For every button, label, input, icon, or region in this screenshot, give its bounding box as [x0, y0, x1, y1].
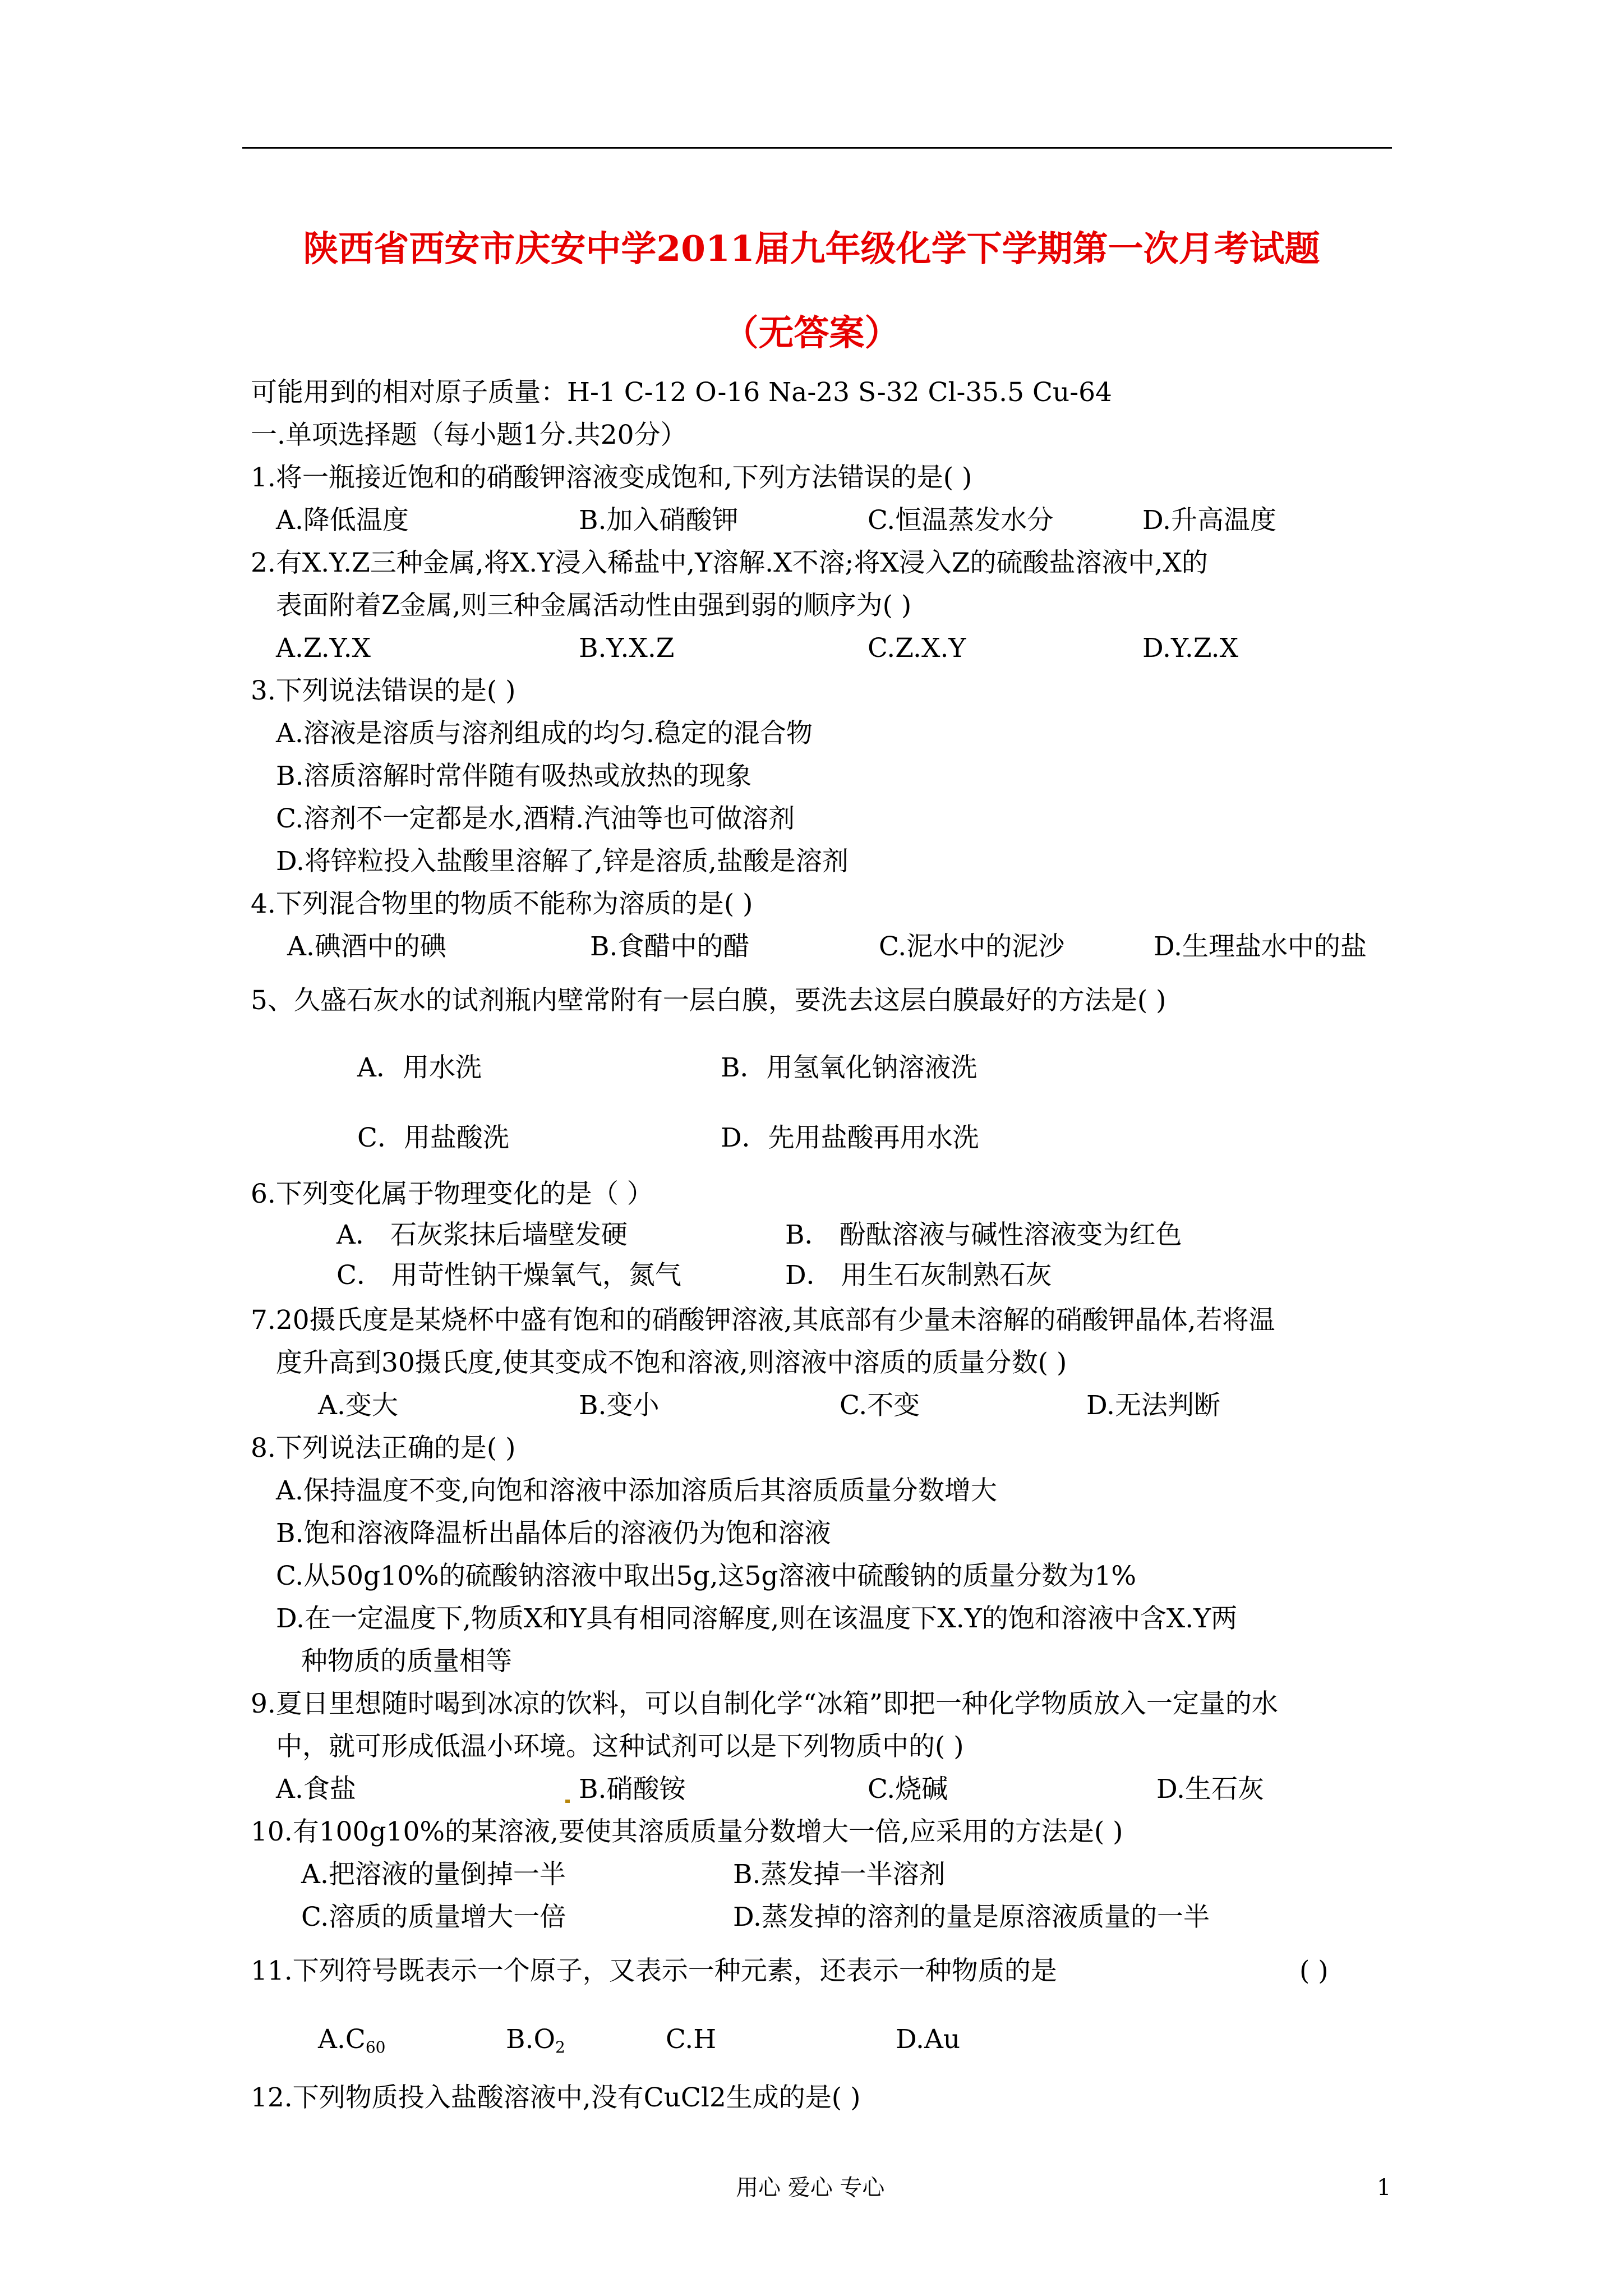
q11-option-a-main: A.C	[318, 2024, 366, 2055]
footer-motto: 用心 爱心 专心	[736, 2175, 885, 2201]
page-number: 1	[1377, 2175, 1391, 2201]
q7-option-c: C.不变	[840, 1390, 920, 1421]
q3-option-a: A.溶液是溶质与溶剂组成的均匀.稳定的混合物	[276, 718, 813, 749]
q2-option-b: B.Y.X.Z	[579, 633, 675, 664]
q11-option-c: C.H	[666, 2024, 717, 2055]
q5-option-a: A．用水洗	[357, 1052, 482, 1083]
header-rule	[242, 147, 1392, 149]
q10-option-b: B.蒸发掉一半溶剂	[733, 1859, 946, 1890]
question-7-stem-line1: 7.20摄氏度是某烧杯中盛有饱和的硝酸钾溶液,其底部有少量未溶解的硝酸钾晶体,若将温	[251, 1305, 1275, 1336]
q6-option-d: D． 用生石灰制熟石灰	[785, 1260, 1052, 1291]
page-title: 陕西省西安市庆安中学2011届九年级化学下学期第一次月考试题	[303, 228, 1320, 269]
q4-option-a: A.碘酒中的碘	[287, 931, 446, 962]
q7-option-d: D.无法判断	[1086, 1390, 1220, 1421]
q4-option-d: D.生理盐水中的盐	[1154, 931, 1367, 962]
q2-option-c: C.Z.X.Y	[868, 633, 966, 664]
question-11-stem: 11.下列符号既表示一个原子，又表示一种元素，还表示一种物质的是	[251, 1955, 1057, 1986]
q11-option-d: D.Au	[896, 2024, 961, 2055]
q7-option-a: A.变大	[318, 1390, 398, 1421]
page-subtitle: （无答案）	[723, 312, 900, 353]
q10-option-c: C.溶质的质量增大一倍	[301, 1902, 566, 1932]
q3-option-b: B.溶质溶解时常伴随有吸热或放热的现象	[276, 761, 752, 792]
q11-option-a	[318, 2024, 386, 2056]
q9-option-b: B.硝酸铵	[579, 1774, 686, 1805]
q3-option-d: D.将锌粒投入盐酸里溶解了,锌是溶质,盐酸是溶剂	[276, 846, 849, 877]
q1-option-b: B.加入硝酸钾	[579, 505, 739, 536]
q11-option-a-subscript: 60	[365, 2038, 386, 2056]
question-6-stem: 6.下列变化属于物理变化的是（ ）	[251, 1179, 653, 1209]
q5-option-c: C．用盐酸洗	[357, 1122, 509, 1153]
q1-option-d: D.升高温度	[1142, 505, 1276, 536]
q11-option-b	[506, 2024, 565, 2056]
q11-option-b-subscript: 2	[555, 2038, 565, 2056]
q8-option-d-line2: 种物质的质量相等	[301, 1646, 512, 1677]
q9-option-a: A.食盐	[276, 1774, 356, 1805]
section-heading: 一.单项选择题（每小题1分.共20分）	[251, 420, 687, 450]
q5-option-b: B．用氢氧化钠溶液洗	[721, 1052, 978, 1083]
q9-option-c: C.烧碱	[868, 1774, 948, 1805]
question-9-stem-line2: 中，就可形成低温小环境。这种试剂可以是下列物质中的( )	[276, 1731, 964, 1762]
q6-option-a: A． 石灰浆抹后墙壁发硬	[336, 1220, 628, 1250]
q10-option-a: A.把溶液的量倒掉一半	[301, 1859, 566, 1890]
q2-option-a: A.Z.Y.X	[276, 633, 371, 664]
question-2-stem-line2: 表面附着Z金属,则三种金属活动性由强到弱的顺序为( )	[276, 590, 912, 621]
q8-option-d-line1: D.在一定温度下,物质X和Y具有相同溶解度,则在该温度下X.Y的饱和溶液中含X.Y两	[276, 1603, 1238, 1634]
question-9-stem-line1: 9.夏日里想随时喝到冰凉的饮料，可以自制化学“冰箱”即把一种化学物质放入一定量的水	[251, 1688, 1278, 1719]
question-5-stem: 5、久盛石灰水的试剂瓶内壁常附有一层白膜，要洗去这层白膜最好的方法是( )	[251, 985, 1166, 1016]
q8-option-b: B.饱和溶液降温析出晶体后的溶液仍为饱和溶液	[276, 1518, 831, 1549]
q6-option-c: C． 用苛性钠干燥氧气，氮气	[336, 1260, 681, 1291]
question-10-stem: 10.有100g10%的某溶液,要使其溶质质量分数增大一倍,应采用的方法是( )	[251, 1816, 1123, 1847]
q9-option-d: D.生石灰	[1156, 1774, 1264, 1805]
q2-option-d: D.Y.Z.X	[1142, 633, 1239, 664]
q8-option-a: A.保持温度不变,向饱和溶液中添加溶质后其溶质质量分数增大	[276, 1475, 997, 1506]
question-12-stem: 12.下列物质投入盐酸溶液中,没有CuCl2生成的是( )	[251, 2082, 861, 2113]
q5-option-d: D．先用盐酸再用水洗	[721, 1122, 979, 1153]
q6-option-b: B． 酚酞溶液与碱性溶液变为红色	[785, 1220, 1182, 1250]
q1-option-a: A.降低温度	[276, 505, 409, 536]
stray-mark	[565, 1800, 570, 1803]
question-4-stem: 4.下列混合物里的物质不能称为溶质的是( )	[251, 889, 753, 919]
q10-option-d: D.蒸发掉的溶剂的量是原溶液质量的一半	[733, 1902, 1210, 1932]
q4-option-b: B.食醋中的醋	[590, 931, 750, 962]
atomic-masses: 可能用到的相对原子质量：H-1 C-12 O-16 Na-23 S-32 Cl-35.5 Cu-64	[251, 377, 1112, 408]
q8-option-c: C.从50g10%的硫酸钠溶液中取出5g,这5g溶液中硫酸钠的质量分数为1%	[276, 1561, 1137, 1591]
q11-option-b-main: B.O	[506, 2024, 556, 2055]
question-1-stem: 1.将一瓶接近饱和的硝酸钾溶液变成饱和,下列方法错误的是( )	[251, 462, 972, 493]
q1-option-c: C.恒温蒸发水分	[868, 505, 1054, 536]
question-11-answer-paren: ( )	[1299, 1955, 1329, 1986]
question-7-stem-line2: 度升高到30摄氏度,使其变成不饱和溶液,则溶液中溶质的质量分数( )	[276, 1347, 1067, 1378]
question-2-stem-line1: 2.有X.Y.Z三种金属,将X.Y浸入稀盐中,Y溶解.X不溶;将X浸入Z的硫酸盐溶液中,X的	[251, 547, 1208, 578]
q4-option-c: C.泥水中的泥沙	[879, 931, 1065, 962]
question-8-stem: 8.下列说法正确的是( )	[251, 1433, 516, 1464]
question-3-stem: 3.下列说法错误的是( )	[251, 675, 516, 706]
q7-option-b: B.变小	[579, 1390, 660, 1421]
q3-option-c: C.溶剂不一定都是水,酒精.汽油等也可做溶剂	[276, 803, 795, 834]
